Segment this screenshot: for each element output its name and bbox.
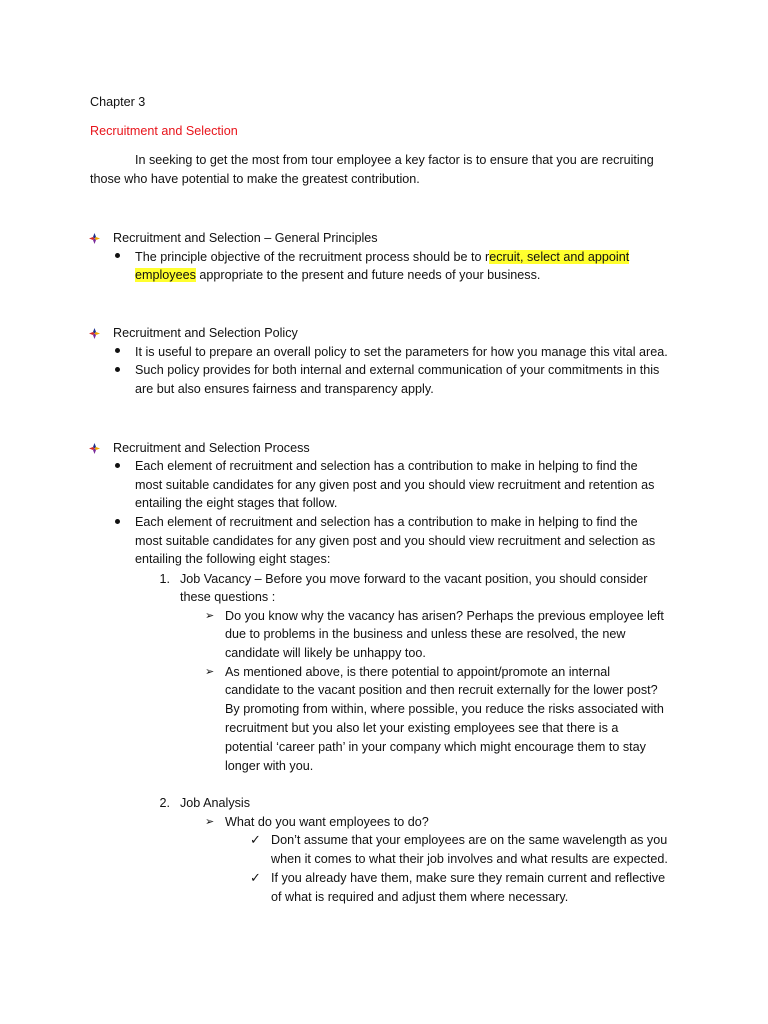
s3-bullet-1-line-2: most suitable candidates for any given post and you should view recruitment and retention as [135,478,655,492]
section-marker-icon [89,328,100,339]
vacancy-q2-line-3: By promoting from within, where possible, you reduce the risks associated with [225,702,664,716]
document-title: Recruitment and Selection [90,124,238,138]
chapter-label: Chapter 3 [90,95,146,109]
arrow-bullet-icon: ➢ [205,666,215,678]
vacancy-q1-line-1: Do you know why the vacancy has arisen? Perhaps the previous employee left [225,609,664,623]
bullet-dot [115,463,120,468]
vacancy-q2-line-4: recruitment but you also let your existing employees see that there is a [225,721,619,735]
job-vacancy-line-2: these questions : [180,590,276,604]
list-number: 1. [159,572,170,586]
vacancy-q2-line-1: As mentioned above, is there potential to appoint/promote an internal [225,665,611,679]
vacancy-q1-line-3: candidate will likely be unhappy too. [225,646,426,660]
section-marker-icon [89,443,100,454]
check-bullet-icon: ✓ [250,870,261,885]
s3-bullet-2-line-3: entailing the following eight stages: [135,552,331,566]
section-heading-process: Recruitment and Selection Process [113,441,310,455]
vacancy-q2-line-2: candidate to the vacant position and then recruit externally for the lower post? [225,683,658,697]
s3-bullet-1-line-1: Each element of recruitment and selection has a contribution to make in helping to find the [135,459,638,473]
bullet-dot [115,367,120,372]
vacancy-q2-line-6: longer with you. [225,759,314,773]
highlighted-text: employees [135,268,196,282]
analysis-check-2-line-2: of what is required and adjust them where necessary. [271,890,569,904]
intro-line-1: In seeking to get the most from tour employee a key factor is to ensure that you are recruiting [135,153,654,167]
s1-bullet-line-1: The principle objective of the recruitment process should be to recruit, select and appoint [135,250,630,264]
intro-line-2: those who have potential to make the greatest contribution. [90,172,420,186]
section-heading-policy: Recruitment and Selection Policy [113,326,298,340]
job-vacancy-line-1: Job Vacancy – Before you move forward to the vacant position, you should consider [180,572,648,586]
s3-bullet-1-line-3: entailing the eight stages that follow. [135,496,338,510]
vacancy-q2-line-5: potential ‘career path’ in your company which might encourage them to stay [225,740,646,754]
arrow-bullet-icon: ➢ [205,610,215,622]
bullet-dot [115,519,120,524]
highlighted-text: ecruit, select and appoint [489,250,630,264]
s1-bullet-line-2: employees appropriate to the present and future needs of your business. [135,268,541,282]
check-bullet-icon: ✓ [250,832,261,847]
analysis-check-2-line-1: If you already have them, make sure they remain current and reflective [271,871,666,885]
s2-bullet-2-line-2: are but also ensures fairness and transparency apply. [135,382,434,396]
analysis-check-1-line-1: Don’t assume that your employees are on the same wavelength as you [271,833,668,847]
s3-bullet-2-line-1: Each element of recruitment and selection has a contribution to make in helping to find the [135,515,638,529]
analysis-check-1-line-2: when it comes to what their job involves and what results are expected. [271,852,668,866]
vacancy-q1-line-2: due to problems in the business and unless these are resolved, the new [225,627,626,641]
arrow-bullet-icon: ➢ [205,816,215,828]
list-number: 2. [159,796,170,810]
section-heading-general-principles: Recruitment and Selection – General Principles [113,231,378,245]
s3-bullet-2-line-2: most suitable candidates for any given post and you should view recruitment and selection as [135,534,656,548]
section-marker-icon [89,233,100,244]
bullet-dot [115,253,120,258]
s2-bullet-1: It is useful to prepare an overall policy to set the parameters for how you manage this vital area. [135,345,668,359]
analysis-question: What do you want employees to do? [225,815,429,829]
s2-bullet-2-line-1: Such policy provides for both internal and external communication of your commitments in this [135,363,660,377]
job-analysis-heading: Job Analysis [180,796,251,810]
bullet-dot [115,348,120,353]
